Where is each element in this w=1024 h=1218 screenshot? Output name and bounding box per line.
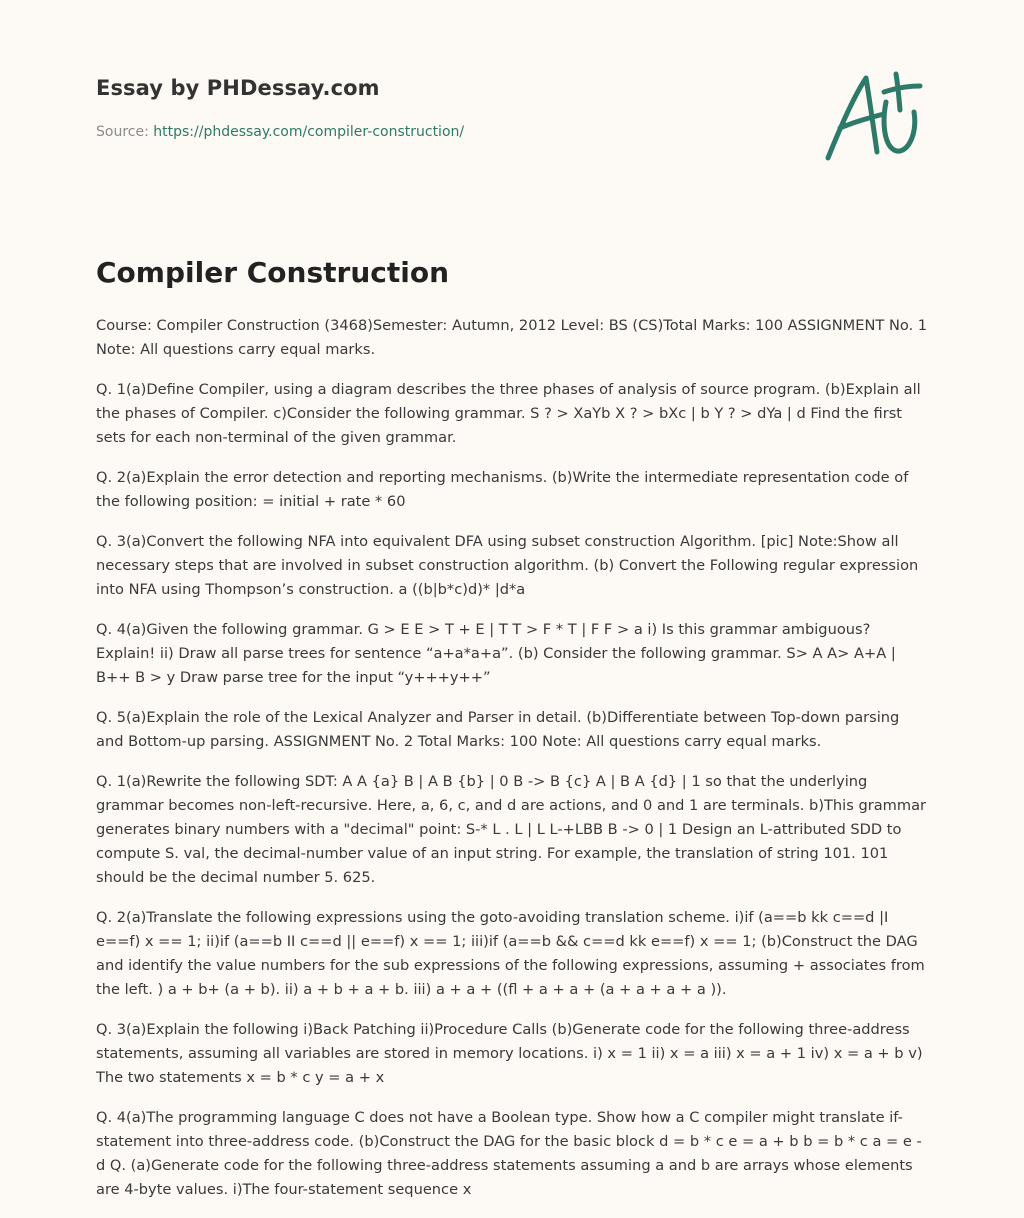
paragraph: Q. 3(a)Explain the following i)Back Patching ii)Procedure Calls (b)Generate code for the following three-address statements, assuming all variables are stored in memory locations. i) x = 1 ii) x = a iii) x = a + 1 iv) x = a + b v) The two statements x = b * c y = a + x [96,1021,923,1086]
essay-page [96,0,928,1218]
site-brand: Essay by PHDessay.com [96,76,380,100]
paragraph: Q. 4(a)The programming language C does not have a Boolean type. Show how a C compiler might translate if-statement into three-address code. (b)Construct the DAG for the basic block d = b * c e = a + b b = b * c a = e - d Q. (a)Generate code for the following three-address statements assuming a and b are arrays whose elements are 4-byte values. i)The four-statement sequence x [96,1109,922,1198]
paragraph: Course: Compiler Construction (3468)Semester: Autumn, 2012 Level: BS (CS)Total Marks: 100 ASSIGNMENT No. 1 Note: All questions carry equal marks. [96,317,928,358]
paragraph: Q. 2(a)Explain the error detection and reporting mechanisms. (b)Write the intermediate representation code of the following position: = initial + rate * 60 [96,469,909,510]
source-label: Source: [96,124,154,140]
paragraph: Q. 3(a)Convert the following NFA into equivalent DFA using subset construction Algorithm. [pic] Note:Show all necessary steps that are involved in subset construction algorithm. (b) Convert the Following regular expression into NFA using Thompson’s construction. a ((b|b*c)d)* |d*a [96,533,919,598]
paragraph: Q. 1(a)Define Compiler, using a diagram describes the three phases of analysis of source program. (b)Explain all the phases of Compiler. c)Consider the following grammar. S ? > XaYb X ? > bXc | b Y ? > dYa | d Find the first sets for each non-terminal of the given grammar. [96,381,921,446]
paragraph: Q. 1(a)Rewrite the following SDT: A A {a} B | A B {b} | 0 B -> B {c} A | B A {d} | 1 so that the underlying grammar becomes non-left-recursive. Here, a, 6, c, and d are actions, and 0 and 1 are terminals. b)This grammar generates binary numbers with a "decimal" point: S-* L . L | L L-+LBB B -> 0 | 1 Design an L-attributed SDD to compute S. val, the decimal-number value of an input string. For example, the translation of string 101. 101 should be the decimal number 5. 625. [96,773,927,886]
paragraph: Q. 4(a)Given the following grammar. G > E E > T + E | T T > F * T | F F > a i) Is this grammar ambiguous? Explain! ii) Draw all parse trees for sentence “a+a*a+a”. (b) Consider the following grammar. S> A A> A+A | B++ B > y Draw parse tree for the input “y+++y++” [96,621,896,686]
a-plus-logo-icon [822,66,926,166]
page-title: Compiler Construction [96,256,450,289]
source-line [96,124,464,140]
paragraph: Q. 2(a)Translate the following expressions using the goto-avoiding translation scheme. i)if (a==b kk c==d |I e==f) x == 1; ii)if (a==b II c==d || e==f) x == 1; iii)if (a==b && c==d kk e==f) x == 1; (b)Construct the DAG and identify the value numbers for the sub expressions of the following expressions, assuming + associates from the left. ) a + b+ (a + b). ii) a + b + a + b. iii) a + a + ((fl + a + a + (a + a + a + a )). [96,909,925,998]
essay-body [96,314,928,1218]
paragraph: Q. 5(a)Explain the role of the Lexical Analyzer and Parser in detail. (b)Differentiate between Top-down parsing and Bottom-up parsing. ASSIGNMENT No. 2 Total Marks: 100 Note: All questions carry equal marks. [96,709,900,750]
source-link[interactable]: https://phdessay.com/compiler-construction/ [153,124,465,140]
